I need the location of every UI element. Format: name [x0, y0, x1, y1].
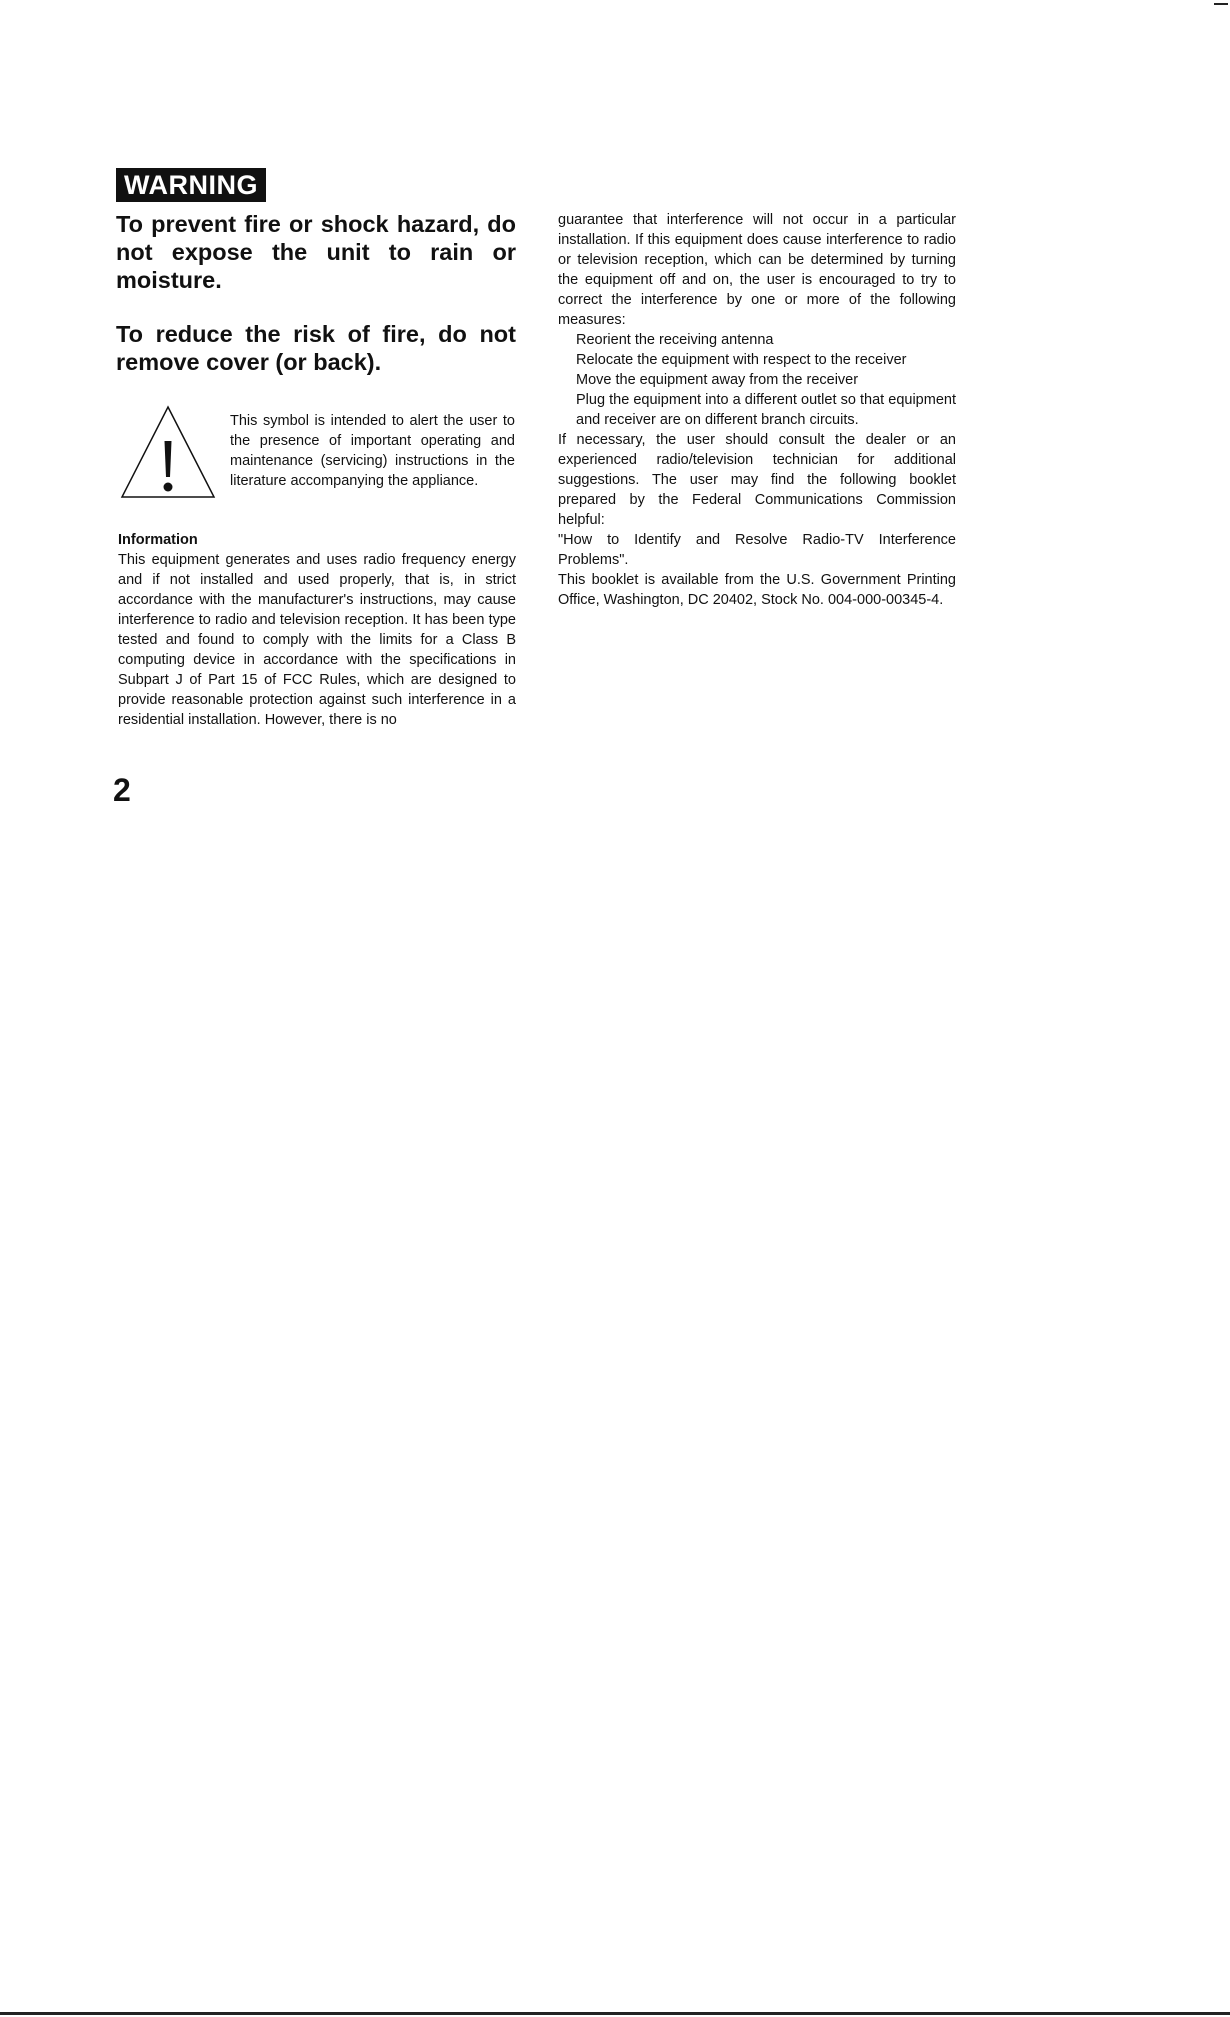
information-column-right: [558, 210, 956, 610]
warning-symbol-block: [120, 405, 520, 505]
booklet-availability-paragraph: This booklet is available from the U.S. Government Printing Office, Washington, DC 20402, Stock No. 004-000-00345-4.: [558, 572, 956, 608]
warning-triangle-exclamation-icon: [120, 405, 216, 501]
booklet-title: "How to Identify and Resolve Radio-TV Interference Problems".: [558, 532, 956, 568]
information-heading: Information: [118, 532, 198, 548]
information-paragraph-continued: guarantee that interference will not occur in a particular installation. If this equipment does cause interference to radio or television reception, which can be determined by turning the equipment off and on, the user is encouraged to try to correct the interference by one or more of the following measures:: [558, 212, 956, 328]
headline-fire-shock-hazard: To prevent fire or shock hazard, do not expose the unit to rain or moisture.: [116, 211, 516, 293]
consult-dealer-paragraph: If necessary, the user should consult the dealer or an experienced radio/television technician for additional suggestions. The user may find the following booklet prepared by the Federal Communications Commission helpful:: [558, 432, 956, 528]
measure-item: Relocate the equipment with respect to the receiver: [576, 352, 907, 368]
information-paragraph-start: This equipment generates and uses radio frequency energy and if not installed and used properly, that is, in strict accordance with the manufacturer's instructions, may cause interference to radio and television reception. It has been type tested and found to comply with the limits for a Class B computing device in accordance with the specifications in Subpart J of Part 15 of FCC Rules, which are designed to provide reasonable protection against such interference in a residential installation. However, there is no: [118, 552, 516, 728]
measure-item: Reorient the receiving antenna: [576, 332, 774, 348]
headline-remove-cover: To reduce the risk of fire, do not remove cover (or back).: [116, 321, 516, 375]
measure-item: Move the equipment away from the receiver: [576, 372, 859, 388]
information-column-left: [118, 530, 516, 730]
bottom-edge-rule: [0, 2012, 1230, 2015]
warning-symbol-description: This symbol is intended to alert the user to the presence of important operating and maintenance (servicing) instructions in the literature accompanying the appliance.: [230, 413, 515, 489]
warning-badge: WARNING: [116, 168, 266, 202]
measure-item: Plug the equipment into a different outlet so that equipment and receiver are on different branch circuits.: [576, 392, 956, 428]
interference-measures-list: [558, 330, 956, 430]
page-number: 2: [113, 772, 131, 808]
edge-mark: [1214, 3, 1228, 5]
